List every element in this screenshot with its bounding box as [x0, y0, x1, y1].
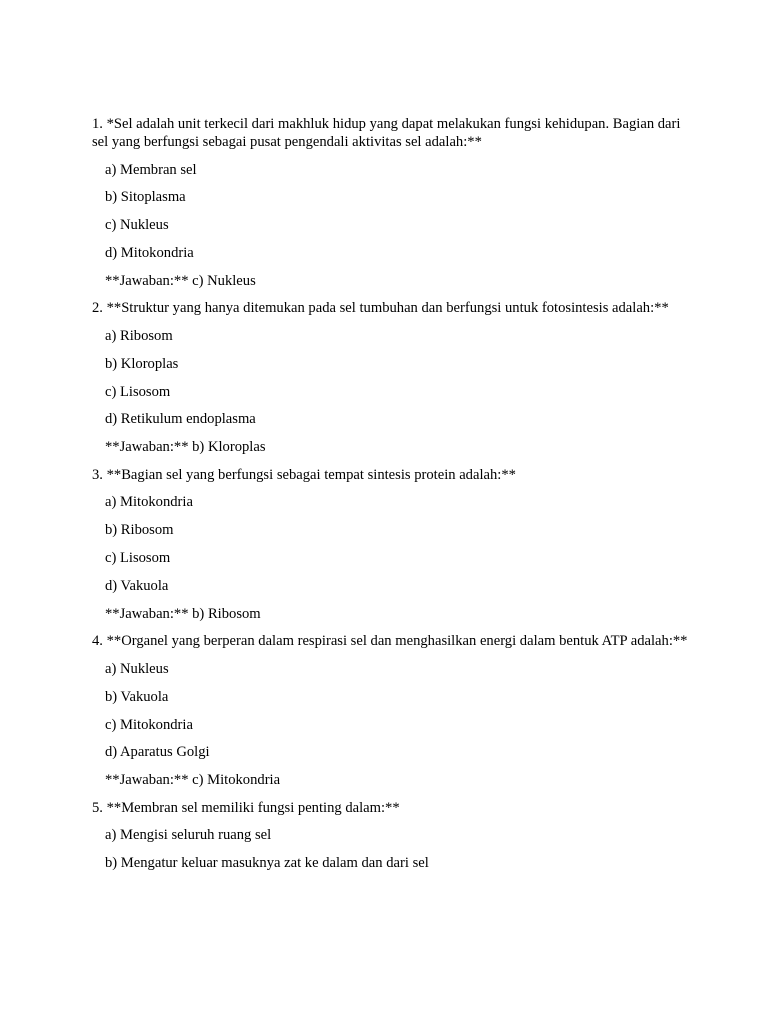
question-2 [92, 299, 692, 456]
answer-line: **Jawaban:** c) Nukleus [105, 272, 256, 289]
option-b: b) Ribosom [105, 522, 174, 539]
option-d: d) Retikulum endoplasma [105, 411, 256, 428]
quiz-content [92, 115, 692, 882]
option-a: a) Ribosom [105, 327, 173, 344]
option-d: d) Mitokondria [105, 244, 194, 261]
option-b: b) Vakuola [105, 688, 169, 705]
option-b: b) Kloroplas [105, 355, 179, 372]
question-text: 1. *Sel adalah unit terkecil dari makhluk hidup yang dapat melakukan fungsi kehidupan. Bagian dari sel yang berfungsi sebagai pusat pengendali aktivitas sel adalah:** [92, 116, 681, 150]
question-1 [92, 115, 692, 290]
option-c: c) Lisosom [105, 383, 171, 400]
option-d: d) Vakuola [105, 577, 169, 594]
option-a: a) Nukleus [105, 660, 169, 677]
question-3 [92, 466, 692, 623]
option-b: b) Mengatur keluar masuknya zat ke dalam dan dari sel [105, 855, 429, 872]
option-c: c) Nukleus [105, 217, 169, 234]
question-text: 4. **Organel yang berperan dalam respirasi sel dan menghasilkan energi dalam bentuk ATP adalah:** [92, 633, 688, 650]
option-a: a) Mengisi seluruh ruang sel [105, 827, 272, 844]
answer-line: **Jawaban:** b) Kloroplas [105, 439, 266, 456]
question-5 [92, 799, 692, 872]
option-b: b) Sitoplasma [105, 189, 186, 206]
option-a: a) Mitokondria [105, 494, 193, 511]
option-d: d) Aparatus Golgi [105, 744, 210, 761]
answer-line: **Jawaban:** b) Ribosom [105, 605, 261, 622]
option-c: c) Lisosom [105, 550, 171, 567]
question-text: 5. **Membran sel memiliki fungsi penting dalam:** [92, 799, 400, 816]
question-text: 2. **Struktur yang hanya ditemukan pada sel tumbuhan dan berfungsi untuk fotosintesis adalah:** [92, 300, 669, 317]
question-text: 3. **Bagian sel yang berfungsi sebagai tempat sintesis protein adalah:** [92, 466, 516, 483]
option-c: c) Mitokondria [105, 716, 193, 733]
question-4 [92, 632, 692, 789]
option-a: a) Membran sel [105, 161, 197, 178]
answer-line: **Jawaban:** c) Mitokondria [105, 772, 281, 789]
